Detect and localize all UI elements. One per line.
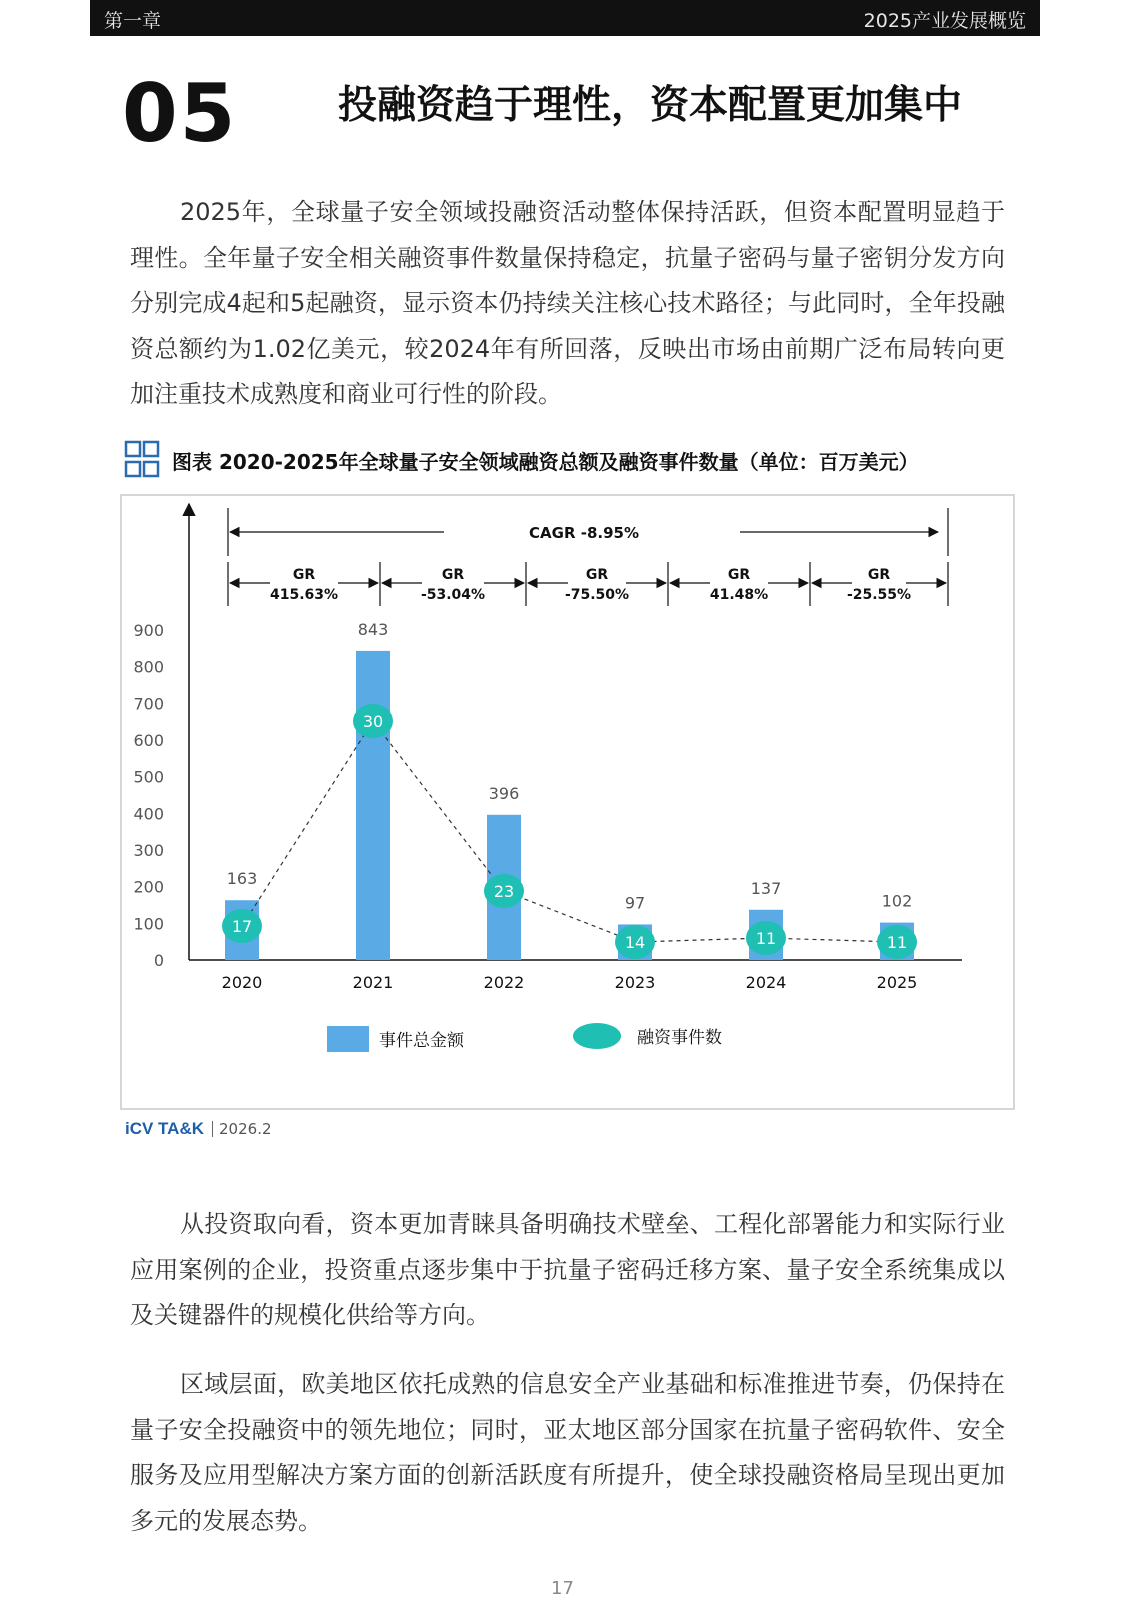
event-count-label: 11 — [886, 933, 908, 952]
paragraph-regional: 区域层面，欧美地区依托成熟的信息安全产业基础和标准推进节奏，仍保持在量子安全投融资中的领先地位；同时，亚太地区部分国家在抗量子密码软件、安全服务及应用型解决方案方面的创新活跃度有所提升，使全球投融资格局呈现出更加多元的发展态势。 — [130, 1370, 1005, 1535]
chapter-label: 第一章 — [104, 10, 162, 32]
gr-title: GR — [727, 567, 751, 583]
event-count-label: 14 — [624, 933, 646, 952]
gr-title: GR — [867, 567, 891, 583]
event-count-label: 11 — [755, 929, 777, 948]
y-tick-label: 800 — [133, 657, 164, 677]
x-tick-label: 2022 — [483, 973, 525, 992]
cagr-label: CAGR -8.95% — [529, 524, 639, 542]
bar-value-label: 843 — [357, 619, 389, 639]
x-tick-label: 2023 — [614, 973, 656, 992]
gr-title: GR — [441, 567, 465, 583]
source-date: 2026.2 — [219, 1119, 272, 1138]
brand-logo: iCV TA&K — [125, 1118, 205, 1138]
figure-caption-row — [124, 440, 1024, 480]
gr-value: -53.04% — [420, 587, 486, 603]
section-number: 05 — [122, 67, 238, 160]
y-tick-label: 400 — [133, 804, 164, 824]
bar-value-label: 396 — [488, 783, 520, 803]
x-tick-label: 2020 — [221, 973, 263, 992]
y-tick-label: 700 — [133, 694, 164, 714]
event-count-line — [242, 721, 897, 942]
chart-frame — [120, 494, 1015, 1110]
y-tick-label: 200 — [133, 877, 164, 897]
grid-squares-icon — [124, 440, 160, 478]
legend-bar-swatch — [327, 1026, 369, 1052]
section-title: 投融资趋于理性，资本配置更加集中 — [338, 83, 963, 128]
bar-2021 — [356, 651, 390, 960]
gr-title: GR — [292, 567, 316, 583]
legend-line-label: 融资事件数 — [637, 1028, 722, 1048]
gr-value: -75.50% — [564, 587, 630, 603]
bar-value-label: 137 — [750, 878, 782, 898]
y-tick-label: 0 — [153, 951, 164, 970]
legend-bar-label: 事件总金额 — [379, 1031, 464, 1051]
y-tick-label: 900 — [133, 621, 164, 640]
bar-value-label: 97 — [624, 893, 646, 913]
source-divider — [212, 1121, 213, 1137]
document-title: 2025产业发展概览 — [863, 10, 1026, 32]
y-tick-label: 100 — [133, 914, 164, 934]
x-tick-label: 2025 — [876, 973, 918, 992]
event-count-label: 30 — [362, 712, 384, 731]
funding-chart — [122, 496, 1013, 1108]
paragraph-intro: 2025年，全球量子安全领域投融资活动整体保持活跃，但资本配置明显趋于理性。全年量子安全相关融资事件数量保持稳定，抗量子密码与量子密钥分发方向分别完成4起和5起融资，显示资本仍持续关注核心技术路径；与此同时，全年投融资总额约为1.02亿美元，较2024年有所回落，反映出市场由前期广泛布局转向更加注重技术成熟度和商业可行性的阶段。 — [130, 198, 1005, 408]
legend-line-swatch — [573, 1023, 621, 1049]
bar-value-label: 102 — [881, 891, 913, 911]
figure-source — [125, 1118, 272, 1142]
x-tick-label: 2021 — [352, 973, 394, 992]
header-bar — [90, 0, 1040, 36]
y-tick-label: 600 — [133, 731, 164, 750]
gr-value: -25.55% — [846, 587, 912, 603]
x-tick-label: 2024 — [745, 973, 787, 992]
page-number: 17 — [551, 1578, 574, 1599]
gr-value: 415.63% — [269, 587, 339, 603]
event-count-label: 17 — [231, 917, 253, 936]
y-tick-label: 500 — [133, 767, 164, 787]
gr-value: 41.48% — [709, 587, 769, 603]
y-tick-label: 300 — [133, 841, 164, 860]
event-count-label: 23 — [493, 882, 515, 901]
gr-title: GR — [585, 567, 609, 583]
paragraph-investment-focus: 从投资取向看，资本更加青睐具备明确技术壁垒、工程化部署能力和实际行业应用案例的企业，投资重点逐步集中于抗量子密码迁移方案、量子安全系统集成以及关键器件的规模化供给等方向。 — [130, 1210, 1005, 1329]
figure-caption: 图表 2020-2025年全球量子安全领域融资总额及融资事件数量（单位：百万美元） — [172, 450, 919, 474]
bar-value-label: 163 — [226, 869, 258, 889]
